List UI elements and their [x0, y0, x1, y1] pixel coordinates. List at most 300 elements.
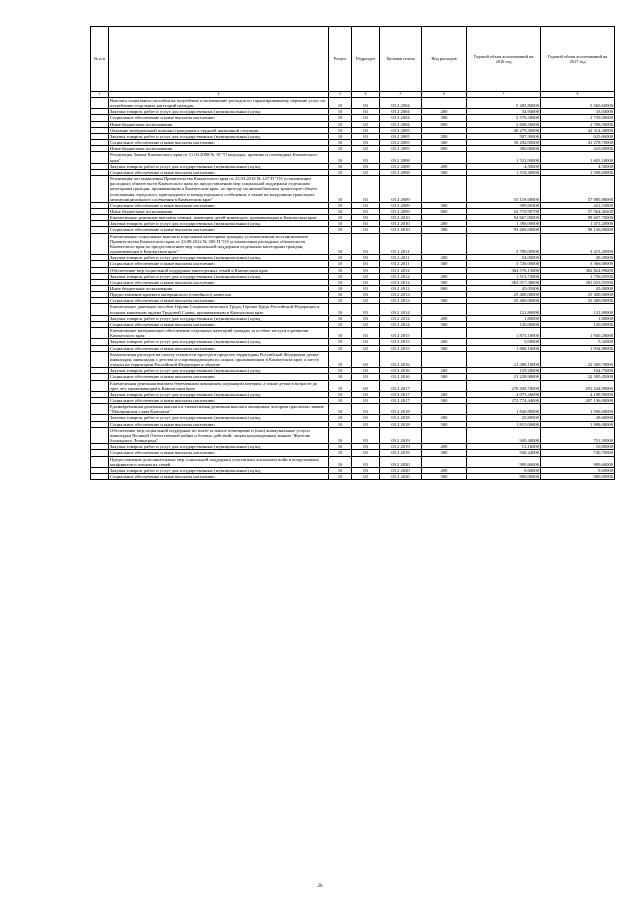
row-name-cell: Закупка товаров, работ и услуг для государственных (муниципальных) нужд: [109, 109, 329, 115]
row-target-cell: 03 2 2015: [380, 345, 422, 351]
row-name-cell: Ежемесячное материальное обеспечение отдельных категорий граждан за особые заслуги в развитии Камчатского края: [109, 328, 329, 339]
row-subsection-cell: 03: [352, 315, 380, 321]
row-name-cell: Закупка товаров, работ и услуг для государственных (муниципальных) нужд: [109, 273, 329, 279]
row-section-cell: 10: [329, 115, 352, 121]
row-name-cell: Ежемесячные социальные выплаты отдельным категориям граждан, установленные постановлением Правительства Камчатского края от 23.08.2012 № 385-П "Об установлении расходных обязательств Камчатского края по предоставлению мер социальной поддержки отдельным категориям граждан, проживающим в Камчатском крае": [109, 233, 329, 255]
row-2017-cell: 1 934,88000: [541, 345, 615, 351]
row-2016-cell: 597,30000: [467, 133, 541, 139]
row-name-cell: Закупка товаров, работ и услуг для государственных (муниципальных) нужд: [109, 315, 329, 321]
row-2016-cell: 40 279,30000: [467, 127, 541, 133]
row-section-cell: 10: [329, 397, 352, 403]
column-number: 6: [422, 92, 467, 98]
row-2016-cell: 93 269,00000: [467, 227, 541, 233]
row-name-cell: Социальное обеспечение и иные выплаты населению: [109, 474, 329, 480]
row-section-cell: 10: [329, 215, 352, 221]
row-subsection-cell: 03: [352, 339, 380, 345]
row-type-cell: 200: [422, 163, 467, 169]
row-name-cell: Социальное обеспечение и иные выплаты населению: [109, 279, 329, 285]
row-type-cell: 800: [422, 286, 467, 292]
row-section-cell: 10: [329, 233, 352, 255]
row-2016-cell: 13,16000: [467, 444, 541, 450]
row-name-cell: Реализация Закона Камчатского края от 11.03.2008 № 18 "О наградах, премиях и стипендиях Камчатского края": [109, 152, 329, 163]
header-volume-2016: Годовой объем ассигнований на 2016 год: [467, 27, 541, 92]
row-subsection-cell: 03: [352, 292, 380, 298]
row-2016-cell: 363 017,38000: [467, 279, 541, 285]
row-2017-cell: 291 244,90000: [541, 380, 615, 391]
row-section-cell: 10: [329, 351, 352, 367]
row-2016-cell: 936,24000: [467, 450, 541, 456]
row-subsection-cell: 03: [352, 146, 380, 152]
table-body: [91, 98, 615, 480]
row-2017-cell: 4,50000: [541, 163, 615, 169]
row-target-cell: 03 2 2017: [380, 391, 422, 397]
row-target-cell: 03 2 2009: [380, 202, 422, 208]
row-target-cell: 03 2 2005: [380, 127, 422, 133]
row-type-cell: [422, 351, 467, 367]
row-name-cell: Социальное обеспечение и иные выплаты населению: [109, 140, 329, 146]
row-2017-cell: 41 278,70000: [541, 140, 615, 146]
row-2017-cell: 421,53800: [541, 202, 615, 208]
row-2017-cell: 4 108,90000: [541, 391, 615, 397]
row-2017-cell: 5 560,60000: [541, 98, 615, 109]
row-type-cell: 200: [422, 273, 467, 279]
row-name-cell: Социальное обеспечение и иные выплаты населению: [109, 261, 329, 267]
row-2017-cell: 98 136,00000: [541, 227, 615, 233]
row-target-cell: 03 2 2012: [380, 267, 422, 273]
row-target-cell: 03 2 2015: [380, 339, 422, 345]
row-subsection-cell: 03: [352, 374, 380, 380]
row-section-cell: 10: [329, 163, 352, 169]
row-subsection-cell: 03: [352, 391, 380, 397]
row-2016-cell: 399,69300: [467, 202, 541, 208]
row-type-cell: 200: [422, 415, 467, 421]
row-type-cell: 300: [422, 345, 467, 351]
row-section-cell: 10: [329, 140, 352, 146]
row-section-cell: 10: [329, 221, 352, 227]
row-num-cell: [91, 351, 109, 367]
row-type-cell: 200: [422, 339, 467, 345]
row-section-cell: 10: [329, 227, 352, 233]
row-section-cell: 10: [329, 261, 352, 267]
row-2017-cell: 1,80000: [541, 315, 615, 321]
row-2017-cell: 1 936,60000: [541, 404, 615, 415]
row-2016-cell: 3 780,00000: [467, 233, 541, 255]
row-type-cell: 200: [422, 133, 467, 139]
row-section-cell: 10: [329, 444, 352, 450]
row-target-cell: 03 2 2008: [380, 169, 422, 175]
row-name-cell: Закупка товаров, работ и услуг для государственных (муниципальных) нужд: [109, 163, 329, 169]
row-2016-cell: 25 400,00000: [467, 298, 541, 304]
row-2017-cell: 57 985,80000: [541, 176, 615, 203]
row-section-cell: 10: [329, 169, 352, 175]
row-subsection-cell: 03: [352, 397, 380, 403]
row-2016-cell: 364 576,15000: [467, 267, 541, 273]
row-name-cell: Оказание материальной помощи гражданам в трудной жизненной ситуации: [109, 127, 329, 133]
row-type-cell: 800: [422, 146, 467, 152]
row-type-cell: 800: [422, 121, 467, 127]
row-type-cell: 300: [422, 227, 467, 233]
row-target-cell: 03 2 2010: [380, 215, 422, 221]
row-name-cell: Социальное обеспечение и иные выплаты населению: [109, 321, 329, 327]
row-2017-cell: 22 395,45000: [541, 374, 615, 380]
row-2016-cell: 1 868,10000: [467, 345, 541, 351]
row-2016-cell: 1,80000: [467, 315, 541, 321]
row-subsection-cell: 03: [352, 127, 380, 133]
table-row: [91, 328, 615, 339]
column-number: 5: [380, 92, 422, 98]
row-subsection-cell: 03: [352, 227, 380, 233]
row-name-cell: Ежемесячные денежные выплаты семьям, имеющим детей-инвалидов, проживающим в Камчатском крае: [109, 215, 329, 221]
row-section-cell: 10: [329, 133, 352, 139]
table-row: [91, 233, 615, 255]
row-target-cell: 03 2 2011: [380, 255, 422, 261]
row-section-cell: 10: [329, 328, 352, 339]
table-row: [91, 427, 615, 443]
row-2016-cell: 1 840,80000: [467, 404, 541, 415]
row-name-cell: Компенсация расходов на оплату стоимости проезда в пределах территории Российской Федерации детям-инвалидам, инвалидам с детства и сопровождающим их лицам, проживающим в Камчатском крае, к месту отдыха на территории Российской Федерации и обратно: [109, 351, 329, 367]
column-number: 7: [467, 92, 541, 98]
row-subsection-cell: 03: [352, 328, 380, 339]
row-subsection-cell: 03: [352, 133, 380, 139]
row-type-cell: 200: [422, 255, 467, 261]
row-target-cell: 03 2 2009: [380, 176, 422, 203]
row-name-cell: Ежемесячная денежная выплата беременным женщинам, кормящим матерям, а также детям в возрасте до трех лет, проживающим в Камчатском крае: [109, 380, 329, 391]
row-2016-cell: 1 519,40000: [467, 169, 541, 175]
row-target-cell: 03 2 2011: [380, 233, 422, 255]
row-section-cell: 10: [329, 415, 352, 421]
row-section-cell: 10: [329, 127, 352, 133]
row-target-cell: 03 2 2010: [380, 221, 422, 227]
row-target-cell: 03 2 2019: [380, 444, 422, 450]
row-2016-cell: 1 513,72000: [467, 273, 541, 279]
row-type-cell: 300: [422, 374, 467, 380]
table-row: [91, 152, 615, 163]
row-target-cell: 03 2 2004: [380, 98, 422, 109]
row-name-cell: Закупка товаров, работ и услуг для государственных (муниципальных) нужд: [109, 368, 329, 374]
row-target-cell: 03 2 2008: [380, 163, 422, 169]
row-subsection-cell: 03: [352, 233, 380, 255]
row-name-cell: Социальное обеспечение и иные выплаты населению: [109, 202, 329, 208]
row-target-cell: 03 2 2004: [380, 109, 422, 115]
row-type-cell: [422, 328, 467, 339]
column-number: 8: [541, 92, 615, 98]
row-section-cell: 10: [329, 467, 352, 473]
row-name-cell: Иные бюджетные ассигнования: [109, 208, 329, 214]
row-num-cell: [91, 304, 109, 315]
row-type-cell: 300: [422, 450, 467, 456]
row-type-cell: 800: [422, 208, 467, 214]
row-section-cell: 10: [329, 98, 352, 109]
row-section-cell: 10: [329, 273, 352, 279]
row-2017-cell: 381 023,93500: [541, 279, 615, 285]
row-section-cell: 10: [329, 421, 352, 427]
row-name-cell: Социальное обеспечение и иные выплаты населению: [109, 345, 329, 351]
row-2016-cell: 1 873,10000: [467, 328, 541, 339]
row-target-cell: 03 2 2020: [380, 456, 422, 467]
row-section-cell: 10: [329, 279, 352, 285]
row-type-cell: 200: [422, 467, 467, 473]
row-target-cell: 03 2 2013: [380, 292, 422, 298]
row-2017-cell: 3 366,00000: [541, 261, 615, 267]
row-name-cell: Социальное обеспечение и иные выплаты населению: [109, 450, 329, 456]
row-2016-cell: 272 774,44000: [467, 397, 541, 403]
row-2016-cell: 5,00000: [467, 339, 541, 345]
row-subsection-cell: 03: [352, 368, 380, 374]
header-section: Раздел: [329, 27, 352, 92]
row-section-cell: 10: [329, 391, 352, 397]
row-target-cell: 03 2 2015: [380, 328, 422, 339]
row-name-cell: Предоставление дополнительных мер социальной поддержки участникам локальных войн и вооруженных конфликтов и членам их семей: [109, 456, 329, 467]
row-subsection-cell: 03: [352, 208, 380, 214]
row-subsection-cell: 03: [352, 380, 380, 391]
row-target-cell: 03 2 2016: [380, 374, 422, 380]
row-2017-cell: 104,75000: [541, 368, 615, 374]
row-subsection-cell: 03: [352, 304, 380, 315]
row-type-cell: 200: [422, 221, 467, 227]
table-row: [91, 456, 615, 467]
row-type-cell: [422, 380, 467, 391]
row-subsection-cell: 03: [352, 467, 380, 473]
row-num-cell: [91, 176, 109, 203]
header-name: [109, 27, 329, 92]
column-number: 1: [91, 92, 109, 98]
row-type-cell: 200: [422, 391, 467, 397]
row-target-cell: 03 2 2020: [380, 467, 422, 473]
row-name-cell: Социальное обеспечение и иные выплаты населению: [109, 397, 329, 403]
row-2017-cell: 9,60000: [541, 467, 615, 473]
row-subsection-cell: 03: [352, 261, 380, 267]
row-subsection-cell: 03: [352, 273, 380, 279]
row-section-cell: 10: [329, 146, 352, 152]
row-2016-cell: 909,60000: [467, 456, 541, 467]
row-name-cell: Реализация постановления Правительства Камчатского края от 23.03.2010 № 127-П "Об установлении расходных обязательств Камчатского края по предоставлению мер социальной поддержки отдельным категориям граждан, проживающим в Камчатском крае, по проезду на автомобильном транспорте общего пользования городского, пригородного и междугородного сообщения, а также на воздушном транспорте межмуниципального сообщения в Камчатском крае": [109, 176, 329, 203]
row-subsection-cell: 03: [352, 298, 380, 304]
table-row: [91, 351, 615, 367]
row-target-cell: 03 2 2016: [380, 351, 422, 367]
row-2016-cell: 39 292,00000: [467, 140, 541, 146]
row-2016-cell: 276 849,70000: [467, 380, 541, 391]
table-row: [91, 176, 615, 203]
row-target-cell: 03 2 2016: [380, 368, 422, 374]
row-name-cell: Выплата социального пособия на погребение и возмещение расходов по гарантированному перечню услуг по погребению отдельных категорий граждан: [109, 98, 329, 109]
row-2017-cell: 120,00000: [541, 321, 615, 327]
row-type-cell: [422, 456, 467, 467]
row-subsection-cell: 03: [352, 163, 380, 169]
row-subsection-cell: 03: [352, 98, 380, 109]
row-2016-cell: 120,00000: [467, 321, 541, 327]
table-row: [91, 474, 615, 480]
row-name-cell: Ежемесячное денежное пособие Героям Социалистического Труда, Героям Труда Российской Федерации и полным кавалерам ордена Трудовой Славы, проживающим в Камчатском крае: [109, 304, 329, 315]
row-subsection-cell: 03: [352, 404, 380, 415]
row-2016-cell: 21 388,10000: [467, 351, 541, 367]
row-target-cell: 03 2 2005: [380, 133, 422, 139]
row-section-cell: 10: [329, 345, 352, 351]
row-name-cell: Социальное обеспечение и иные выплаты населению: [109, 115, 329, 121]
row-subsection-cell: 03: [352, 255, 380, 261]
row-num-cell: [91, 152, 109, 163]
row-subsection-cell: 03: [352, 321, 380, 327]
row-2017-cell: 410,00000: [541, 146, 615, 152]
table-row: [91, 380, 615, 391]
table-row: [91, 304, 615, 315]
row-num-cell: [91, 233, 109, 255]
row-type-cell: 300: [422, 421, 467, 427]
row-2016-cell: 1 523,90000: [467, 152, 541, 163]
row-section-cell: 10: [329, 380, 352, 391]
row-2016-cell: 2 668,56000: [467, 121, 541, 127]
row-2016-cell: 159,20000: [467, 368, 541, 374]
row-2016-cell: 25,80000: [467, 415, 541, 421]
row-name-cell: Иные бюджетные ассигнования: [109, 146, 329, 152]
row-2017-cell: 1 598,60000: [541, 169, 615, 175]
row-2017-cell: 900,00000: [541, 474, 615, 480]
row-2017-cell: 2 739,00000: [541, 115, 615, 121]
page-number: 26: [317, 884, 323, 889]
row-type-cell: 200: [422, 315, 467, 321]
row-type-cell: [422, 427, 467, 443]
row-2017-cell: 10,80000: [541, 444, 615, 450]
row-type-cell: [422, 233, 467, 255]
row-target-cell: 03 2 2013: [380, 298, 422, 304]
row-type-cell: [422, 404, 467, 415]
row-type-cell: 300: [422, 115, 467, 121]
row-num-cell: [91, 380, 109, 391]
row-2016-cell: 94 667,00000: [467, 215, 541, 221]
row-subsection-cell: 03: [352, 140, 380, 146]
row-name-cell: Закупка товаров, работ и услуг для государственных (муниципальных) нужд: [109, 467, 329, 473]
row-name-cell: Социальное обеспечение и иные выплаты населению: [109, 169, 329, 175]
row-2017-cell: 57 564,46200: [541, 208, 615, 214]
row-target-cell: 03 2 2018: [380, 421, 422, 427]
table-row: [91, 404, 615, 415]
row-target-cell: 03 2 2014: [380, 321, 422, 327]
row-type-cell: 200: [422, 109, 467, 115]
row-section-cell: 10: [329, 208, 352, 214]
row-name-cell: Закупка товаров, работ и услуг для государственных (муниципальных) нужд: [109, 339, 329, 345]
row-section-cell: 10: [329, 304, 352, 315]
row-subsection-cell: 03: [352, 474, 380, 480]
row-type-cell: [422, 152, 467, 163]
row-subsection-cell: 03: [352, 444, 380, 450]
row-target-cell: 03 2 2004: [380, 121, 422, 127]
row-type-cell: 300: [422, 202, 467, 208]
row-2017-cell: 1 940,20000: [541, 328, 615, 339]
row-name-cell: Обеспечение мер социальной поддержки многодетных семей в Камчатском крае: [109, 267, 329, 273]
row-type-cell: 300: [422, 279, 467, 285]
row-name-cell: Закупка товаров, работ и услуг для государственных (муниципальных) нужд: [109, 133, 329, 139]
row-section-cell: 10: [329, 292, 352, 298]
row-2017-cell: 382 824,99000: [541, 267, 615, 273]
row-type-cell: 300: [422, 169, 467, 175]
row-target-cell: 03 2 2005: [380, 146, 422, 152]
row-2017-cell: 45,00000: [541, 286, 615, 292]
row-section-cell: 10: [329, 286, 352, 292]
row-2016-cell: 1 815,00000: [467, 421, 541, 427]
row-2016-cell: 25 400,00000: [467, 292, 541, 298]
row-section-cell: 10: [329, 368, 352, 374]
row-2017-cell: 1 471,20000: [541, 221, 615, 227]
row-target-cell: 03 2 2018: [380, 415, 422, 421]
row-2017-cell: 3 415,20000: [541, 233, 615, 255]
row-name-cell: Закупка товаров, работ и услуг для государственных (муниципальных) нужд: [109, 221, 329, 227]
row-2016-cell: 45,05000: [467, 286, 541, 292]
row-2016-cell: 121,80000: [467, 304, 541, 315]
row-2017-cell: 751,50000: [541, 427, 615, 443]
row-target-cell: 03 2 2009: [380, 208, 422, 214]
row-2017-cell: 25 400,00000: [541, 298, 615, 304]
row-subsection-cell: 03: [352, 415, 380, 421]
row-2016-cell: 390,00000: [467, 146, 541, 152]
row-2016-cell: 21 228,90000: [467, 374, 541, 380]
row-num-cell: [91, 427, 109, 443]
row-name-cell: Закупка товаров, работ и услуг для государственных (муниципальных) нужд: [109, 444, 329, 450]
row-type-cell: 300: [422, 321, 467, 327]
row-num-cell: [91, 98, 109, 109]
row-type-cell: [422, 98, 467, 109]
header-expense-type: Вид расходов: [422, 27, 467, 92]
row-target-cell: 03 2 2014: [380, 304, 422, 315]
row-subsection-cell: 03: [352, 176, 380, 203]
row-2017-cell: 1 908,00000: [541, 421, 615, 427]
row-section-cell: 10: [329, 315, 352, 321]
row-type-cell: 300: [422, 298, 467, 304]
header-volume-2017: Годовой объем ассигнований на 2017 год: [541, 27, 615, 92]
row-type-cell: 300: [422, 474, 467, 480]
row-type-cell: 300: [422, 397, 467, 403]
row-type-cell: 300: [422, 261, 467, 267]
table-row: [91, 98, 615, 109]
row-2016-cell: 55 119,60000: [467, 176, 541, 203]
row-section-cell: 10: [329, 321, 352, 327]
row-subsection-cell: 03: [352, 215, 380, 221]
row-section-cell: 10: [329, 176, 352, 203]
row-subsection-cell: 03: [352, 267, 380, 273]
row-target-cell: 03 2 2011: [380, 261, 422, 267]
row-type-cell: [422, 304, 467, 315]
row-type-cell: 200: [422, 368, 467, 374]
row-subsection-cell: 03: [352, 286, 380, 292]
row-section-cell: 10: [329, 427, 352, 443]
row-subsection-cell: 03: [352, 450, 380, 456]
row-name-cell: Социальное обеспечение и иные выплаты населению: [109, 421, 329, 427]
row-2017-cell: 287 136,00000: [541, 397, 615, 403]
column-number: 3: [329, 92, 352, 98]
row-2017-cell: 5,32000: [541, 339, 615, 345]
row-2016-cell: 5 285,80000: [467, 98, 541, 109]
row-2017-cell: 1 603,10000: [541, 152, 615, 163]
row-target-cell: 03 2 2020: [380, 474, 422, 480]
row-2016-cell: 4,50000: [467, 163, 541, 169]
row-name-cell: Закупка товаров, работ и услуг для государственных (муниципальных) нужд: [109, 415, 329, 421]
row-2016-cell: 2 576,30000: [467, 115, 541, 121]
row-subsection-cell: 03: [352, 109, 380, 115]
row-target-cell: 03 2 2014: [380, 315, 422, 321]
row-subsection-cell: 03: [352, 202, 380, 208]
row-subsection-cell: 03: [352, 421, 380, 427]
row-name-cell: Социальное обеспечение и иные выплаты населению: [109, 298, 329, 304]
row-target-cell: 03 2 2004: [380, 115, 422, 121]
row-type-cell: [422, 176, 467, 203]
row-type-cell: 300: [422, 140, 467, 146]
row-num-cell: [91, 328, 109, 339]
row-2016-cell: 4 075,26000: [467, 391, 541, 397]
row-subsection-cell: 03: [352, 456, 380, 467]
row-2016-cell: 54 719,90700: [467, 208, 541, 214]
row-2017-cell: 740,70000: [541, 450, 615, 456]
row-name-cell: Закупка товаров, работ и услуг для государственных (муниципальных) нужд: [109, 391, 329, 397]
table-header-row: [91, 27, 615, 92]
row-target-cell: 03 2 2019: [380, 427, 422, 443]
